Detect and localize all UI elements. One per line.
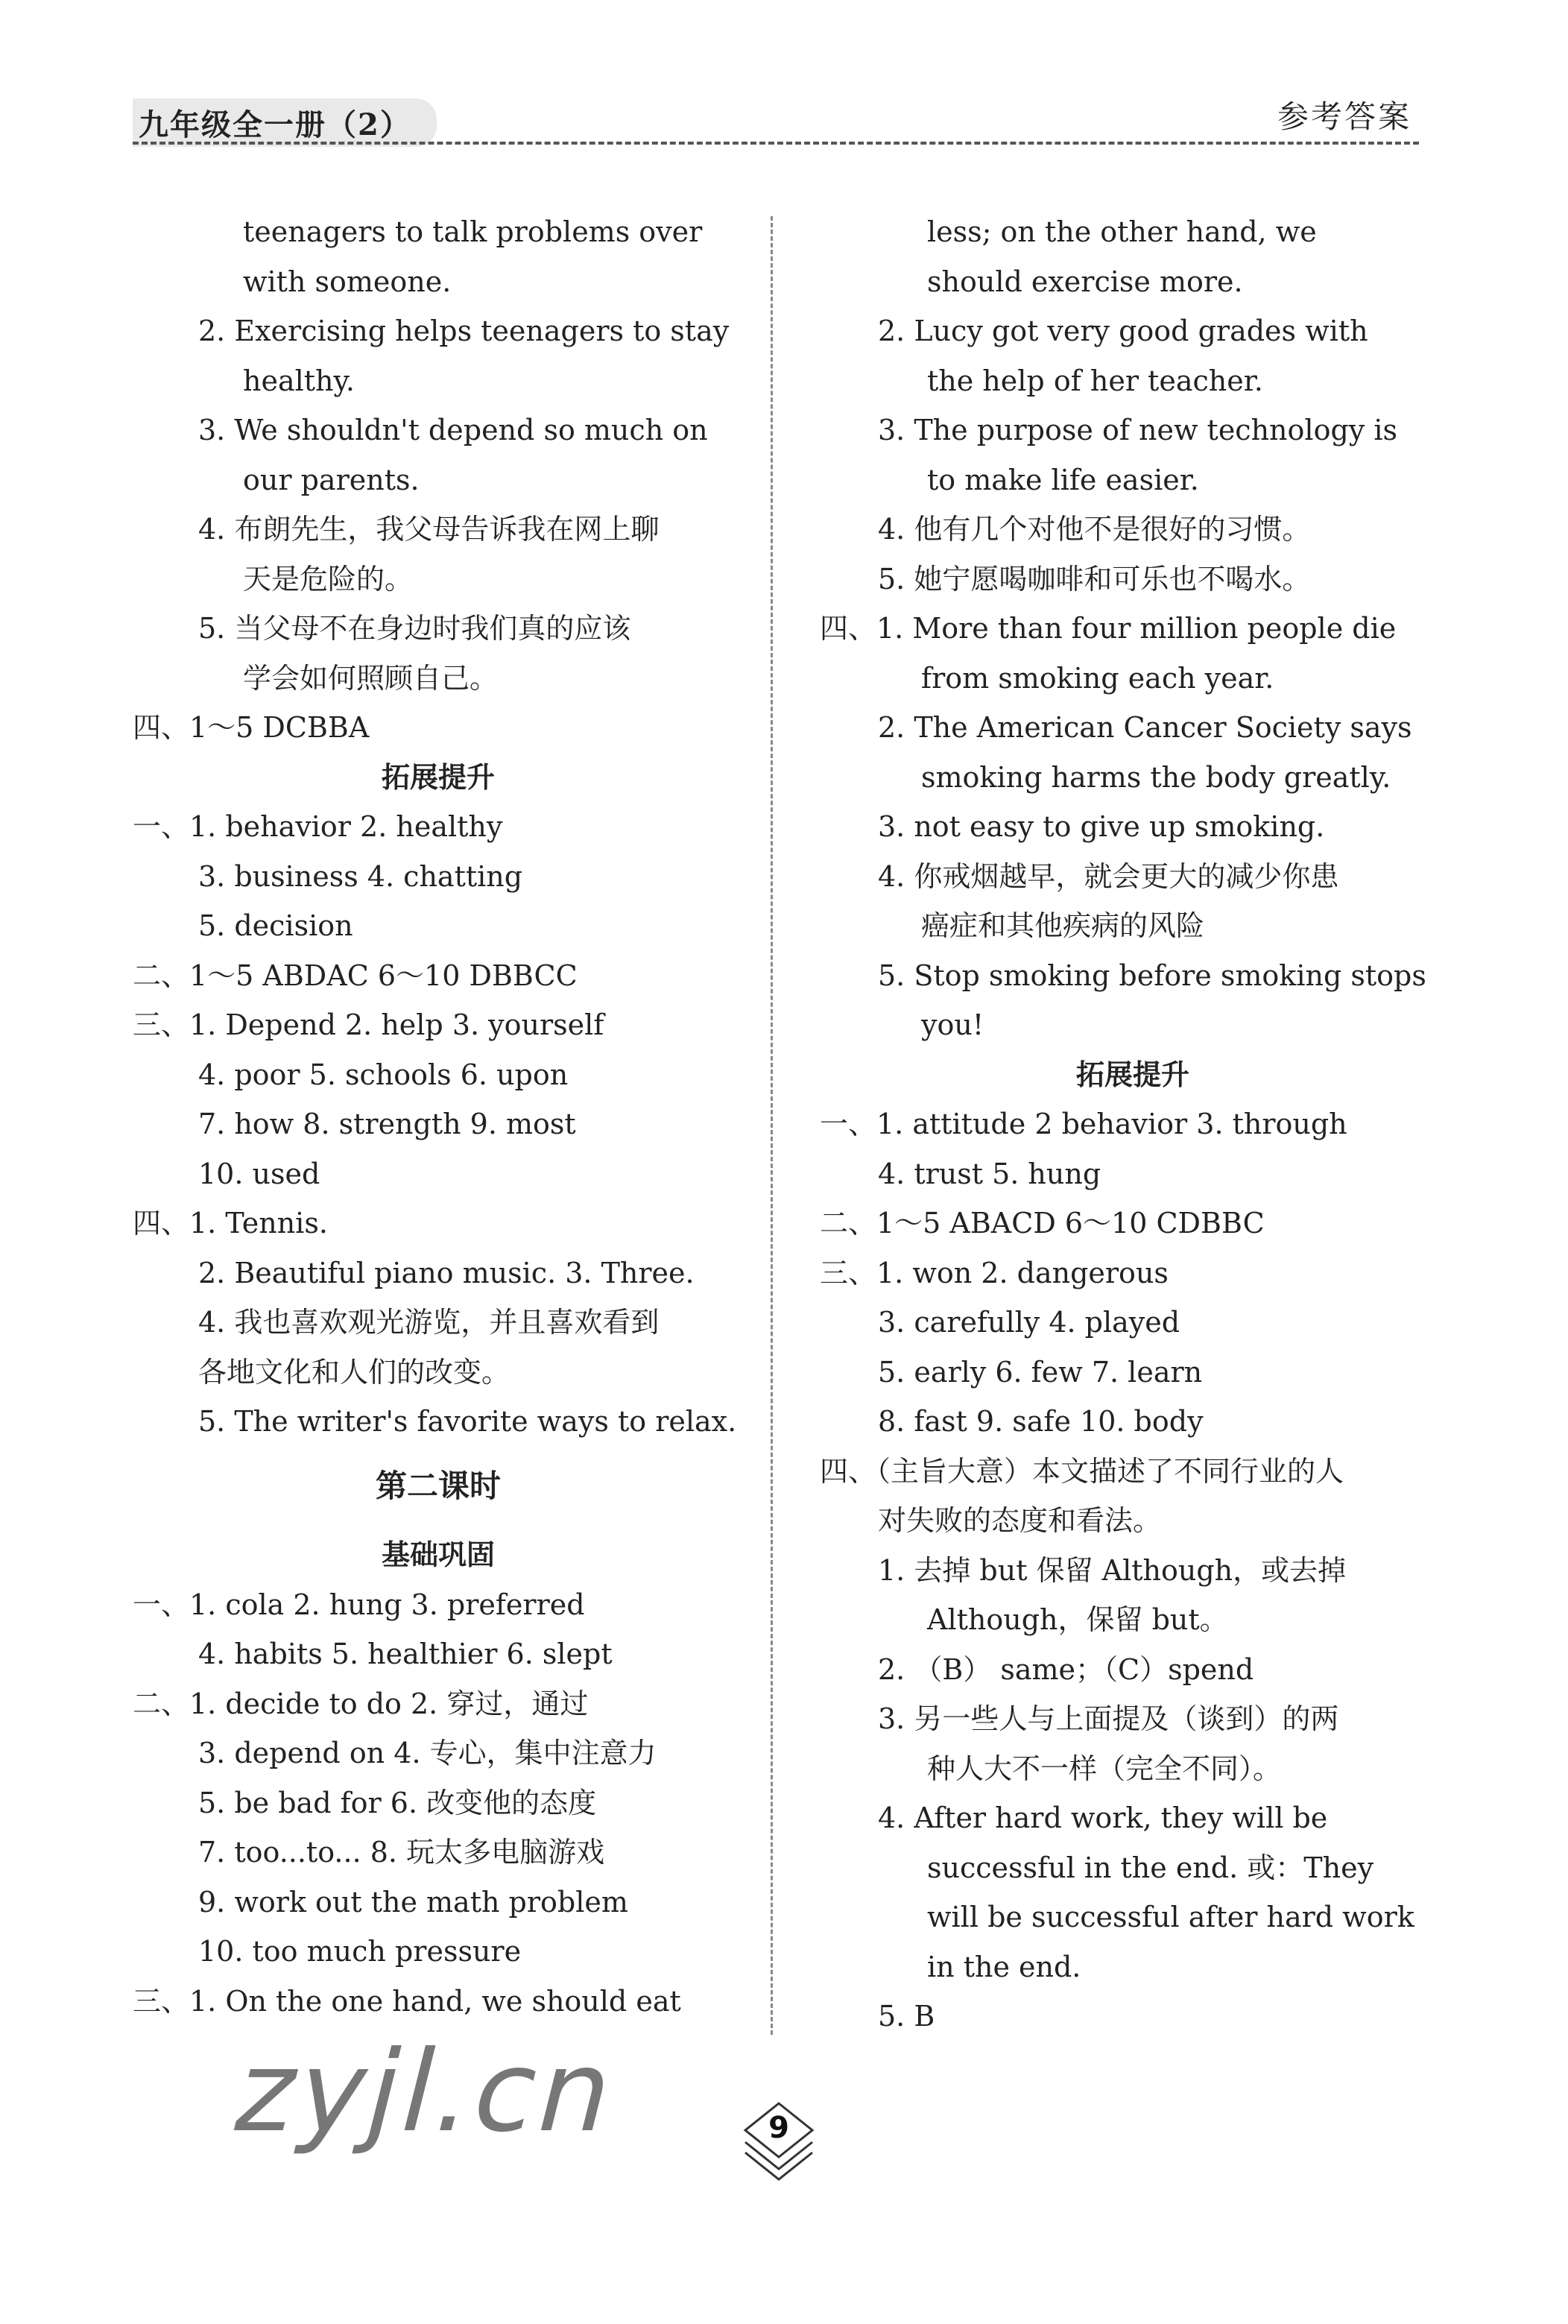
answer-line: 4. trust 5. hung <box>878 1157 1101 1190</box>
lesson-heading: 第二课时 <box>375 1467 501 1504</box>
answer-line: 2. Lucy got very good grades with <box>878 315 1368 347</box>
watermark-logo: zyjl.cn <box>222 2027 630 2157</box>
page-number: 9 <box>768 2111 789 2145</box>
answer-line: 4. 你戒烟越早，就会更大的减少你患 <box>878 859 1339 893</box>
header-book-title: 九年级全一册（2） <box>133 98 437 147</box>
answer-line: 3. not easy to give up smoking. <box>878 810 1325 843</box>
answer-line: in the end. <box>927 1950 1081 1983</box>
answer-line: 4. habits 5. healthier 6. slept <box>198 1638 613 1670</box>
right-column <box>812 207 1453 2042</box>
answer-line: 四、1～5 DCBBA <box>133 711 370 744</box>
answer-line: 三、1. won 2. dangerous <box>820 1256 1169 1289</box>
answer-line: 四、1. Tennis. <box>133 1207 328 1240</box>
answer-line: 3. We shouldn't depend so much on <box>198 414 708 446</box>
answer-line: 二、1～5 ABDAC 6～10 DBBCC <box>133 959 578 992</box>
answer-line: 3. business 4. chatting <box>198 859 523 893</box>
answer-line: 5. 她宁愿喝咖啡和可乐也不喝水。 <box>878 562 1311 596</box>
answer-line: 2. Beautiful piano music. 3. Three. <box>198 1256 695 1289</box>
answer-line: 4. 我也喜欢观光游览，并且喜欢看到 <box>198 1306 660 1339</box>
page-number-badge <box>738 2100 820 2182</box>
answer-line: 10. used <box>198 1157 320 1190</box>
answer-line: to make life easier. <box>927 463 1199 496</box>
answer-line: 2. The American Cancer Society says <box>878 711 1412 744</box>
answer-line: 4. 布朗先生，我父母告诉我在网上聊 <box>198 513 660 546</box>
answer-line: 4. 他有几个对他不是很好的习惯。 <box>878 513 1311 546</box>
answer-line: 各地文化和人们的改变。 <box>198 1355 510 1389</box>
answer-line: 二、1～5 ABACD 6～10 CDBBC <box>820 1207 1265 1240</box>
answer-line: successful in the end. 或：They <box>927 1851 1374 1884</box>
answer-line: from smoking each year. <box>921 661 1274 695</box>
answer-line: 7. how 8. strength 9. most <box>198 1108 576 1140</box>
answer-line: 5. decision <box>198 909 353 942</box>
answer-line: 一、1. cola 2. hung 3. preferred <box>133 1588 585 1621</box>
answer-line: should exercise more. <box>927 265 1243 298</box>
answer-line: 二、1. decide to do 2. 穿过，通过 <box>133 1687 589 1720</box>
answer-line: 3. carefully 4. played <box>878 1306 1180 1339</box>
answer-line: 3. depend on 4. 专心，集中注意力 <box>198 1737 657 1769</box>
answer-line: 9. work out the math problem <box>198 1885 628 1919</box>
answer-line: 4. poor 5. schools 6. upon <box>198 1058 569 1091</box>
answer-line: 3. 另一些人与上面提及（谈到）的两 <box>878 1702 1339 1735</box>
answer-line: 一、1. attitude 2 behavior 3. through <box>820 1108 1347 1140</box>
answer-line: 2. （B） same；（C）spend <box>878 1652 1254 1686</box>
answer-line: Although，保留 but。 <box>927 1603 1228 1636</box>
answer-line: 2. Exercising helps teenagers to stay <box>198 315 730 347</box>
answer-line: with someone. <box>243 265 452 298</box>
answer-line: 5. early 6. few 7. learn <box>878 1355 1203 1389</box>
answer-line: 一、1. behavior 2. healthy <box>133 810 503 843</box>
answer-line: will be successful after hard work <box>927 1901 1414 1933</box>
answer-line: 三、1. Depend 2. help 3. yourself <box>133 1008 604 1041</box>
answer-line: 5. B <box>878 2000 935 2033</box>
answer-line: smoking harms the body greatly. <box>921 760 1391 794</box>
answer-line: less; on the other hand, we <box>927 215 1317 248</box>
section-heading: 基础巩固 <box>381 1538 495 1571</box>
answer-line: the help of her teacher. <box>927 364 1263 397</box>
header-section-title: 参考答案 <box>1277 98 1411 135</box>
answer-line: 1. 去掉 but 保留 Although，或去掉 <box>878 1553 1347 1587</box>
answer-line: 10. too much pressure <box>198 1935 522 1968</box>
answer-line: healthy. <box>243 364 355 397</box>
answer-line: 学会如何照顾自己。 <box>243 661 499 695</box>
answer-line: 癌症和其他疾病的风险 <box>921 909 1205 942</box>
answer-line: 4. After hard work, they will be <box>878 1802 1328 1834</box>
answer-line: 5. Stop smoking before smoking stops <box>878 959 1426 992</box>
answer-line: 7. too...to... 8. 玩太多电脑游戏 <box>198 1836 605 1869</box>
answer-line: our parents. <box>243 463 420 496</box>
column-divider <box>771 216 773 2035</box>
answer-line: 3. The purpose of new technology is <box>878 414 1397 446</box>
left-column <box>133 207 744 2026</box>
answer-line: teenagers to talk problems over <box>243 215 703 248</box>
section-heading: 拓展提升 <box>381 760 495 794</box>
answer-line: you! <box>921 1008 984 1041</box>
answer-line: 天是危险的。 <box>243 562 414 596</box>
section-heading: 拓展提升 <box>1075 1057 1189 1091</box>
answer-line: 8. fast 9. safe 10. body <box>878 1405 1204 1438</box>
answer-line: 5. The writer's favorite ways to relax. <box>198 1405 737 1438</box>
answer-line: 三、1. On the one hand, we should eat <box>133 1984 681 2018</box>
answer-line: 5. 当父母不在身边时我们真的应该 <box>198 612 631 645</box>
answer-line: 种人大不一样（完全不同）。 <box>927 1752 1282 1785</box>
answer-line: 四、1. More than four million people die <box>820 612 1397 645</box>
answer-line: 5. be bad for 6. 改变他的态度 <box>198 1786 597 1819</box>
answer-line: 四、（主旨大意）本文描述了不同行业的人 <box>820 1454 1344 1488</box>
answer-line: 对失败的态度和看法。 <box>878 1504 1162 1537</box>
header-divider <box>133 142 1419 145</box>
